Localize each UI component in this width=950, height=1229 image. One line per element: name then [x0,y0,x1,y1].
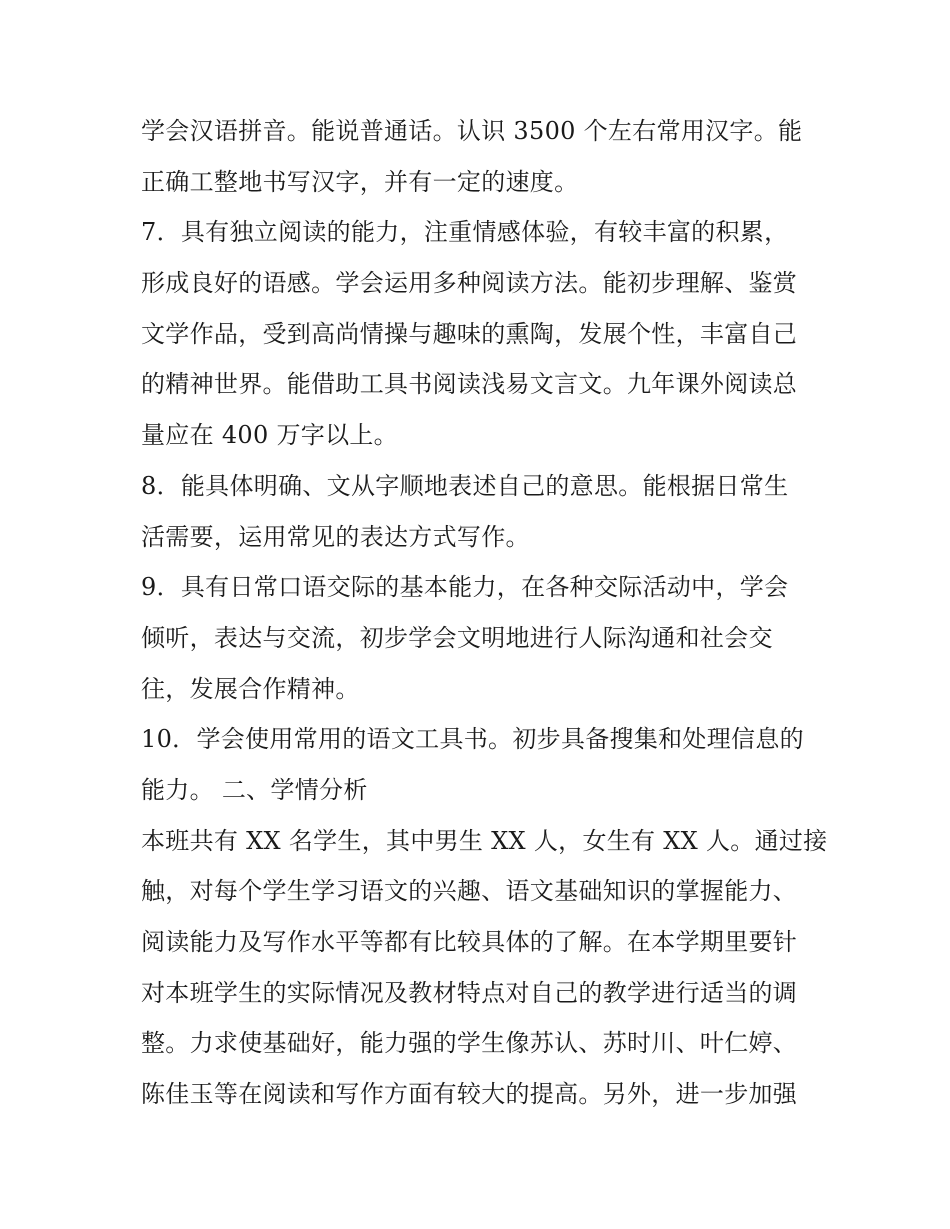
text-line: 倾听，表达与交流，初步学会文明地进行人际沟通和社会交 [141,623,773,652]
text-line: 的精神世界。能借助工具书阅读浅易文言文。九年课外阅读总 [141,370,798,399]
document-body [141,106,828,1120]
text-line: 对本班学生的实际情况及教材特点对自己的教学进行适当的调 [141,978,798,1007]
text-line: 本班共有 XX 名学生，其中男生 XX 人，女生有 XX 人。通过接 [141,826,828,855]
text-line: 量应在 400 万字以上。 [141,421,398,450]
text-line: 活需要，运用常见的表达方式写作。 [141,522,530,551]
text-line: 阅读能力及写作水平等都有比较具体的了解。在本学期里要针 [141,928,798,956]
text-line: 文学作品，受到高尚情操与趣味的熏陶，发展个性，丰富自己 [141,319,798,348]
text-line: 8．能具体明确、文从字顺地表述自己的意思。能根据日常生 [141,471,789,500]
text-line: 陈佳玉等在阅读和写作方面有较大的提高。另外，进一步加强 [141,1080,798,1109]
text-line: 往，发展合作精神。 [141,674,360,703]
text-line: 学会汉语拼音。能说普通话。认识 3500 个左右常用汉字。能 [141,117,803,145]
text-line: 10．学会使用常用的语文工具书。初步具备搜集和处理信息的 [141,725,804,754]
text-line: 整。力求使基础好，能力强的学生像苏认、苏时川、叶仁婷、 [141,1029,798,1058]
text-line: 能力。 二、学情分析 [141,775,368,804]
text-line: 触，对每个学生学习语文的兴趣、语文基础知识的掌握能力、 [141,877,798,906]
text-line: 正确工整地书写汉字，并有一定的速度。 [141,167,579,196]
text-line: 形成良好的语感。学会运用多种阅读方法。能初步理解、鉴赏 [141,269,798,298]
text-line: 7．具有独立阅读的能力，注重情感体验，有较丰富的积累， [141,218,789,247]
text-line: 9．具有日常口语交际的基本能力，在各种交际活动中，学会 [141,573,789,602]
